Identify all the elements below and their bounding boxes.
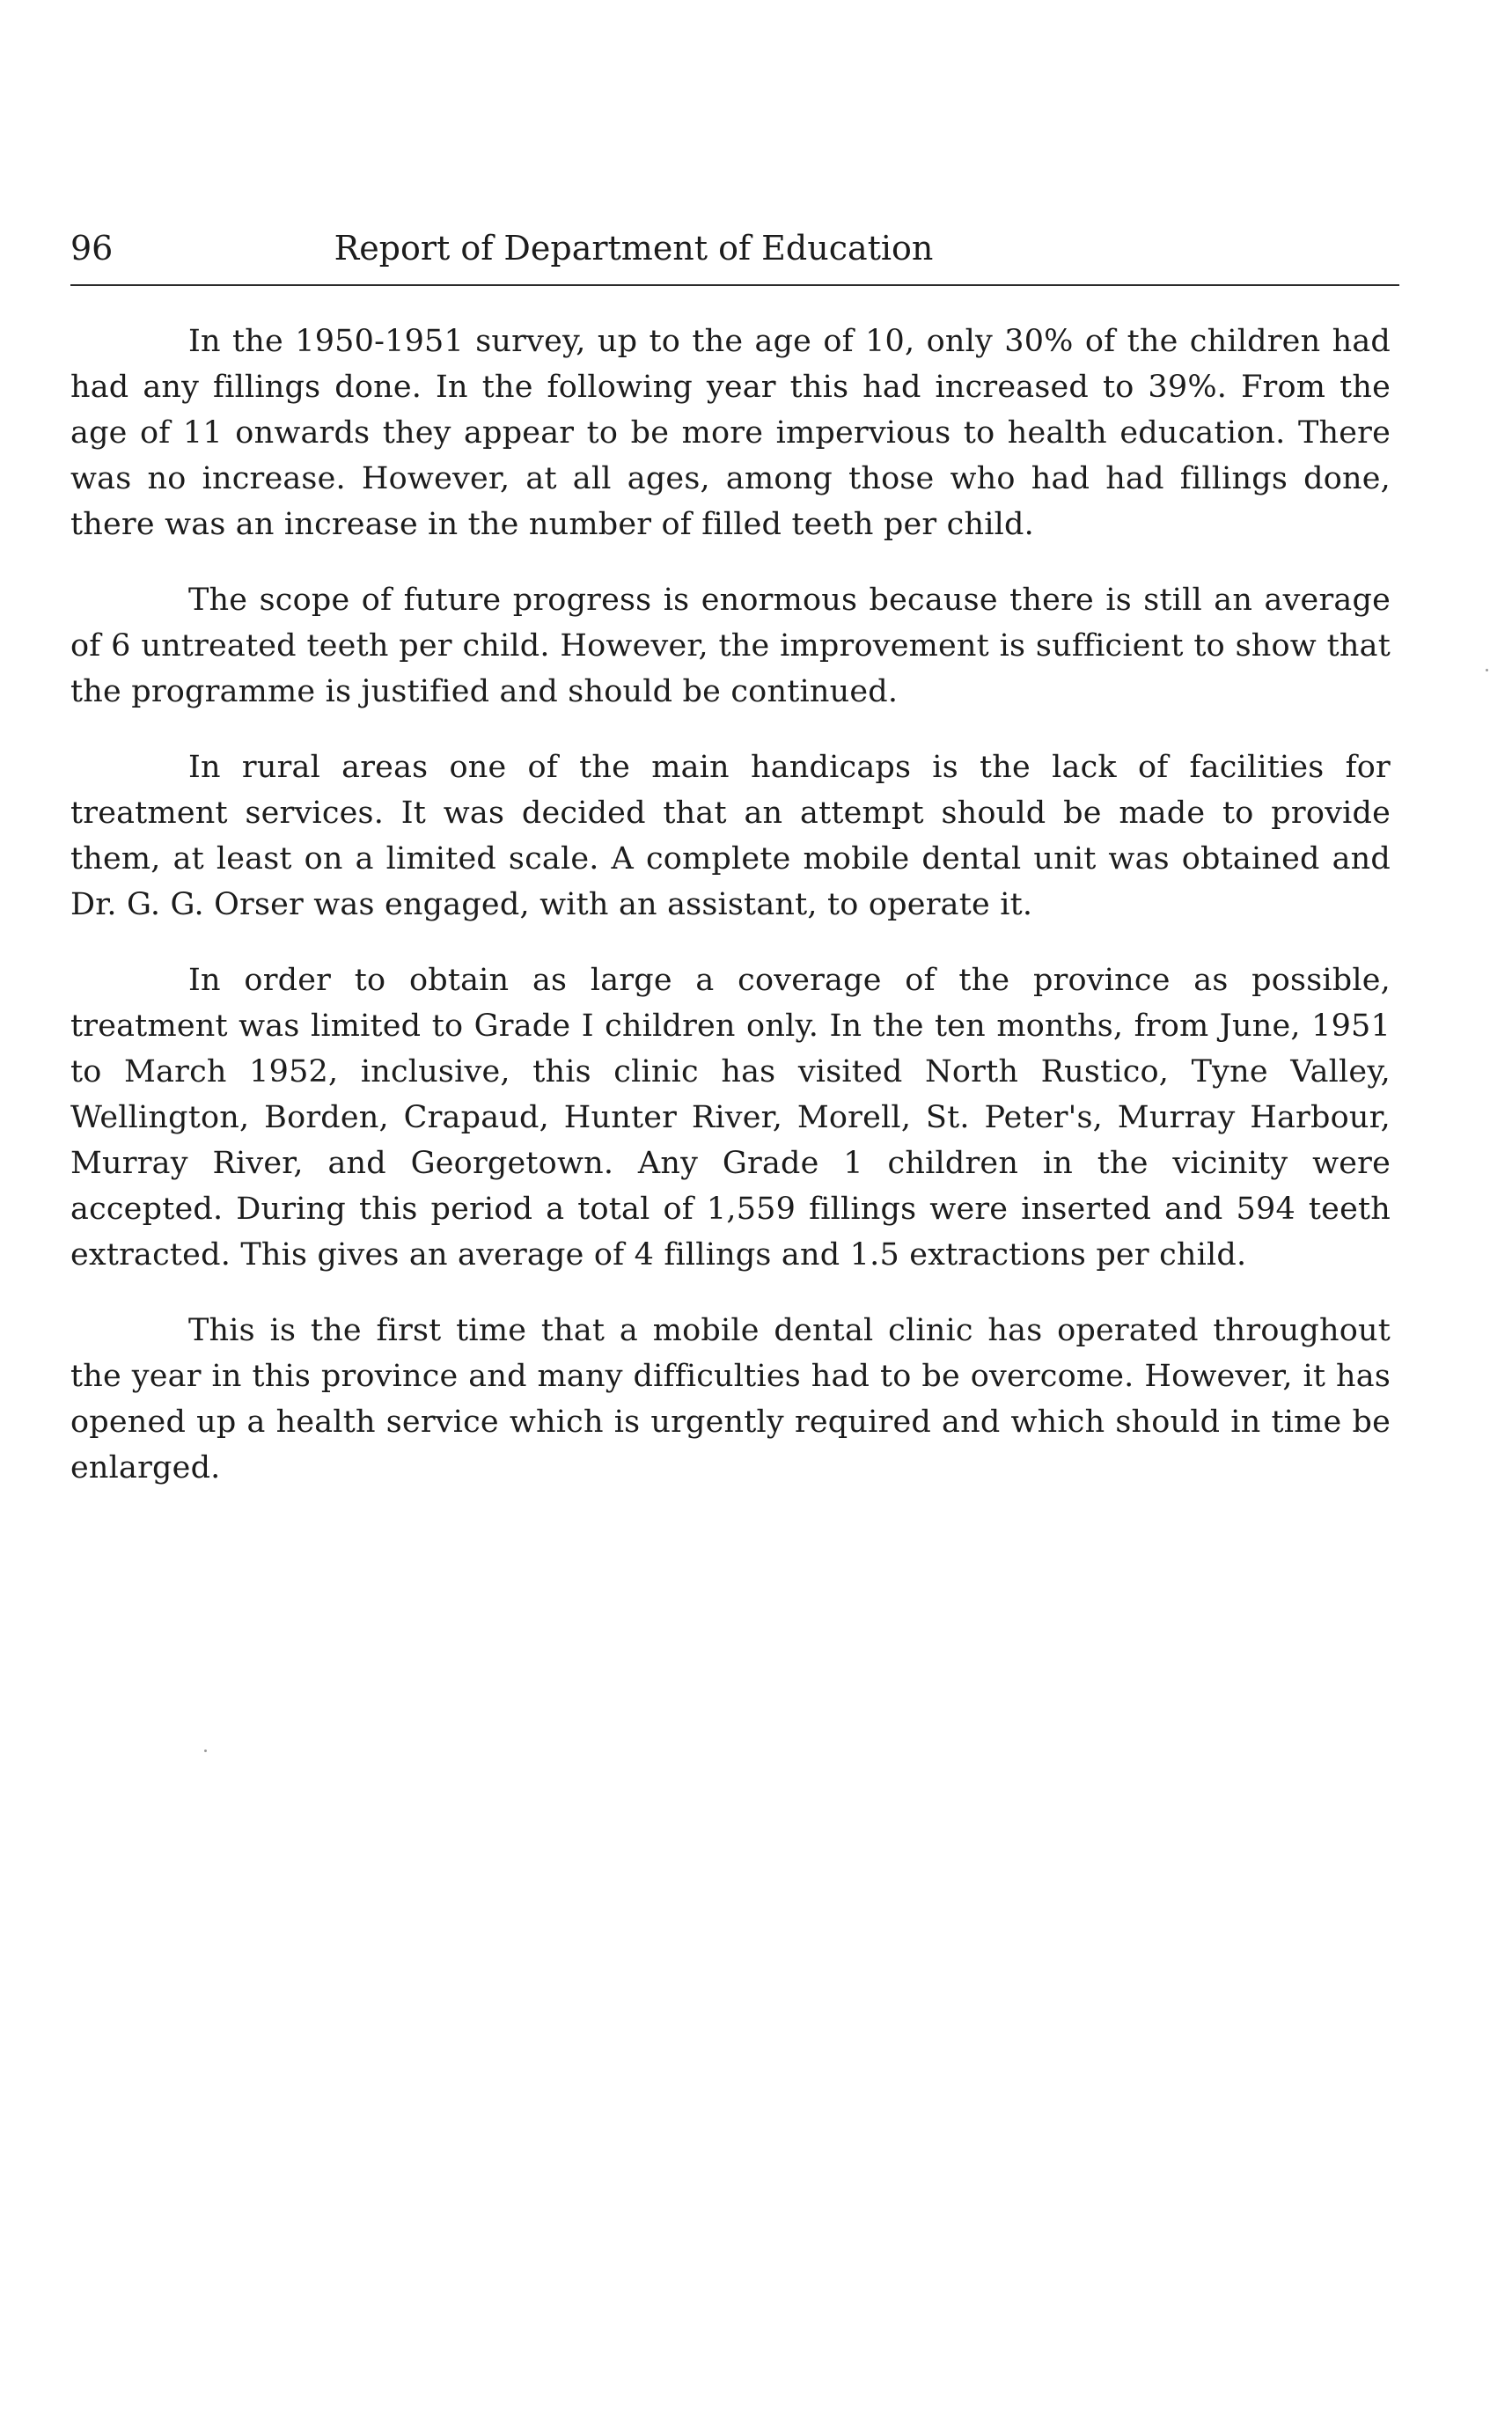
running-header xyxy=(70,222,1399,275)
page-number: 96 xyxy=(70,229,114,268)
body-text xyxy=(70,319,1391,1521)
paragraph-fillings-survey: In the 1950-1951 survey, up to the age of 10, only 30% of the children had had any fillings done. In the following year this had increased to 39%. From the age of 11 onwards they appear to be more impervious to health education. There was no increase. However, at all ages, among those who had had fillings done, there was an increase in the number of filled teeth per child. xyxy=(70,324,1391,542)
paragraph-rural-areas: In rural areas one of the main handicaps is the lack of facilities for treatment services. It was decided that an attempt should be made to provide them, at least on a limited scale. A complete mobile dental unit was obtained and Dr. G. G. Orser was engaged, with an assistant, to operate it. xyxy=(70,750,1391,922)
paragraph-coverage: In order to obtain as large a coverage of the province as possible, treatment was limited to Grade I children only. In the ten months, from June, 1951 to March 1952, inclusive, this clinic has visited North Rustico, Tyne Valley, Wellington, Borden, Crapaud, Hunter River, Morell, St. Peter's, Murray Harbour, Murray River, and Georgetown. Any Grade 1 children in the vicinity were accepted. During this period a total of 1,559 fillings were inserted and 594 teeth extracted. This gives an average of 4 fillings and 1.5 extractions per child. xyxy=(70,963,1391,1273)
paragraph-mobile-clinic: This is the first time that a mobile dental clinic has operated throughout the year in this province and many difficulties had to be overcome. However, it has opened up a health service which is urgently required and which should in time be enlarged. xyxy=(70,1313,1391,1485)
paragraph-future-progress: The scope of future progress is enormous because there is still an average of 6 untreated teeth per child. However, the improvement is sufficient to show that the programme is justified and should be continued. xyxy=(70,583,1391,709)
scan-speck xyxy=(1486,669,1488,671)
scan-speck xyxy=(204,1749,207,1752)
header-rule xyxy=(70,284,1399,286)
page-header-title: Report of Department of Education xyxy=(334,229,934,268)
